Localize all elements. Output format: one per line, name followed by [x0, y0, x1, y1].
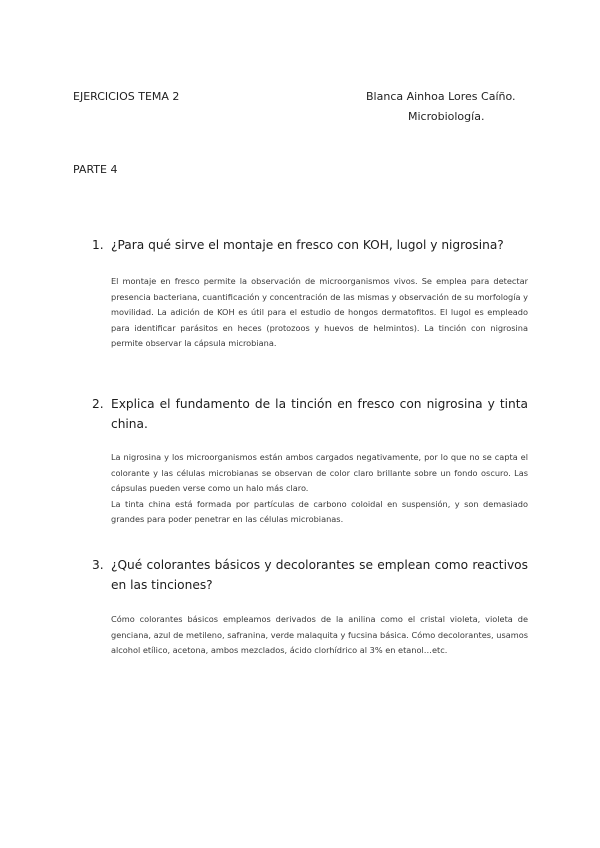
subject-name: Microbiología.: [408, 110, 485, 123]
question-2: [92, 394, 528, 434]
part-heading: PARTE 4: [73, 163, 118, 176]
answer-1: [111, 274, 528, 352]
question-number: 2.: [92, 397, 104, 411]
answer-paragraph: Cómo colorantes básicos empleamos derivados de la anilina como el cristal violeta, violeta de genciana, azul de metileno, safranina, verde malaquita y fucsina básica. Cómo decolorantes, usamos alcohol etílico, acetona, ambos mezclados, ácido clorhídrico al 3% en etanol…etc.: [111, 614, 528, 655]
question-3: [92, 555, 528, 595]
question-text: ¿Para qué sirve el montaje en fresco con KOH, lugol y nigrosina?: [111, 238, 504, 252]
answer-paragraph: La nigrosina y los microorganismos están ambos cargados negativamente, por lo que no se capta el colorante y las células microbianas se observan de color claro brillante sobre un fondo oscuro. Las cápsulas pueden verse como un halo más claro.: [111, 452, 528, 493]
author-name: Blanca Ainhoa Lores Caíño.: [366, 90, 516, 103]
answer-paragraph: El montaje en fresco permite la observación de microorganismos vivos. Se emplea para detectar presencia bacteriana, cuantificación y concentración de las mismas y observación de su morfología y movilidad. La adición de KOH es útil para el estudio de hongos dermatofitos. El lugol es empleado para identificar parásitos en heces (protozoos y huevos de helmintos). La tinción con nigrosina permite observar la cápsula microbiana.: [111, 276, 528, 348]
answer-3: [111, 612, 528, 659]
answer-2: [111, 450, 528, 528]
question-text: Explica el fundamento de la tinción en fresco con nigrosina y tinta china.: [111, 397, 528, 431]
question-text: ¿Qué colorantes básicos y decolorantes se emplean como reactivos en las tinciones?: [111, 558, 528, 592]
question-1: [92, 235, 528, 255]
document-title: EJERCICIOS TEMA 2: [73, 90, 180, 103]
question-number: 1.: [92, 238, 104, 252]
question-number: 3.: [92, 558, 104, 572]
answer-paragraph: La tinta china está formada por partículas de carbono coloidal en suspensión, y son demasiado grandes para poder penetrar en las células microbianas.: [111, 498, 528, 524]
